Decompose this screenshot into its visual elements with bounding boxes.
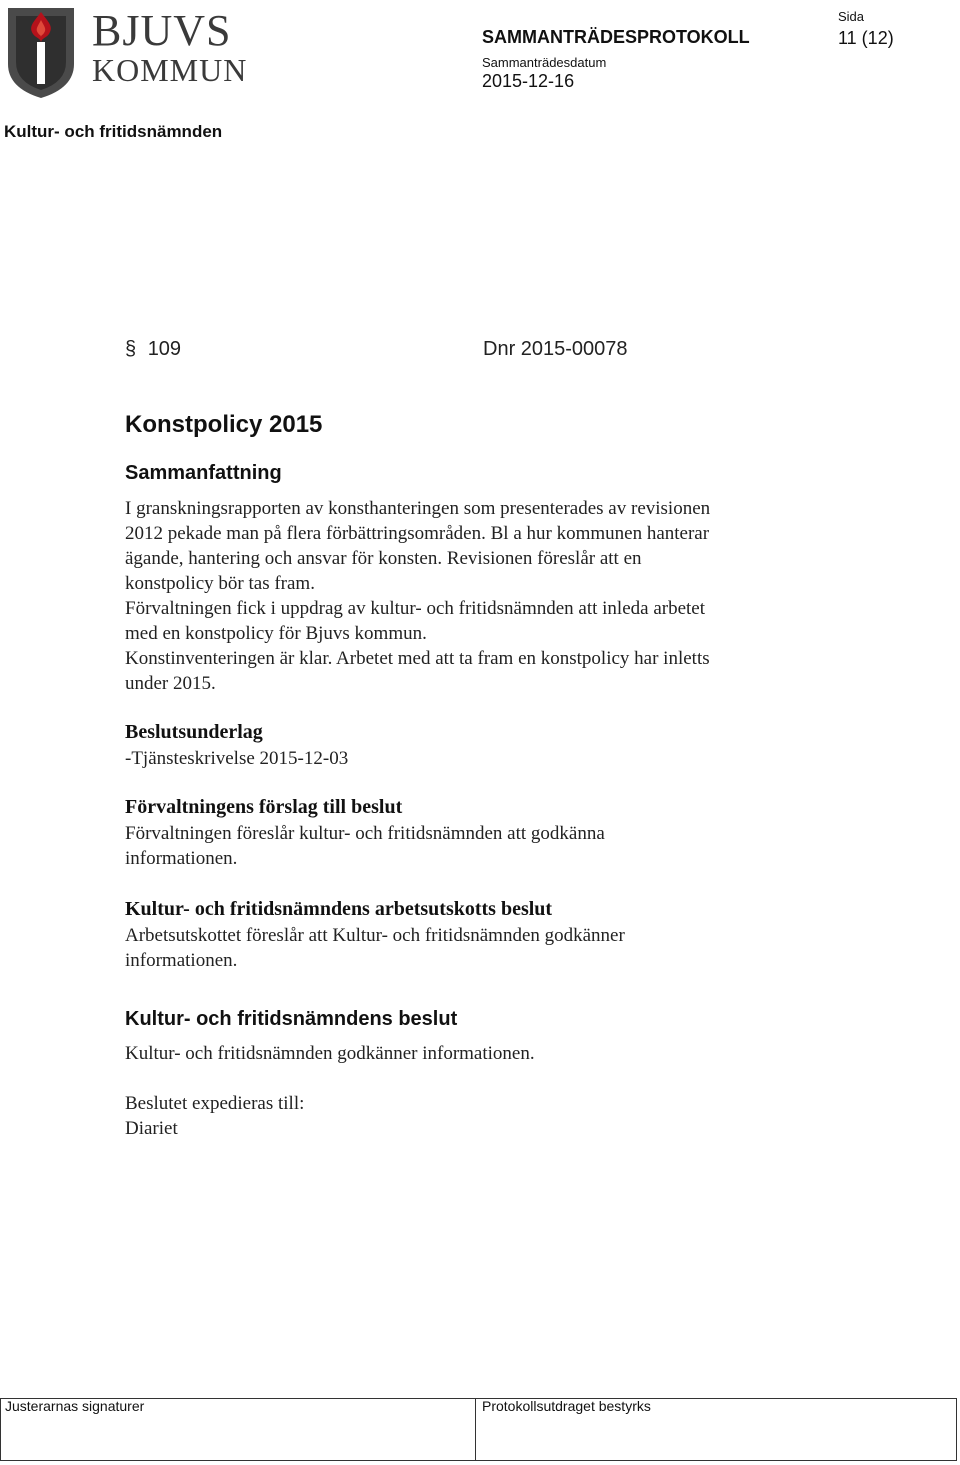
page-label: Sida	[838, 9, 865, 24]
board-decision-text	[125, 1041, 805, 1066]
summary-line: ägande, hantering och ansvar för konsten. Revisionen föreslår att en	[125, 548, 642, 569]
proposal-line: Förvaltningen föreslår kultur- och fritidsnämnden att godkänna	[125, 823, 605, 844]
meeting-date-label: Sammanträdesdatum	[482, 55, 607, 70]
summary-line: Konstinventeringen är klar. Arbetet med att ta fram en konstpolicy har inletts	[125, 648, 710, 669]
summary-line: konstpolicy bör tas fram.	[125, 573, 315, 594]
committee-decision-line: Arbetsutskottet föreslår att Kultur- och fritidsnämnden godkänner	[125, 925, 625, 946]
meeting-date: 2015-12-16	[482, 71, 575, 91]
page-title: Konstpolicy 2015	[125, 411, 323, 438]
board-decision-heading: Kultur- och fritidsnämndens beslut	[125, 1008, 458, 1030]
proposal-line: informationen.	[125, 848, 238, 869]
summary-line: 2012 pekade man på flera förbättringsområden. Bl a hur kommunen hanterar	[125, 523, 710, 544]
proposal-heading: Förvaltningens förslag till beslut	[125, 796, 403, 818]
dispatch-label: Beslutet expedieras till:	[125, 1093, 305, 1114]
proposal-text	[125, 821, 805, 871]
section-number	[125, 338, 181, 361]
protocol-title: SAMMANTRÄDESPROTOKOLL	[482, 27, 750, 47]
bjuvs-kommun-logo	[4, 4, 248, 100]
signatures-label: Justerarnas signaturer	[5, 1398, 145, 1414]
committee-decision-text	[125, 923, 805, 973]
logo-line-1: BJUVS	[92, 6, 232, 55]
basis-text	[125, 746, 805, 771]
section-number-value: 109	[147, 338, 182, 360]
dispatch-block	[125, 1091, 805, 1141]
summary-heading: Sammanfattning	[125, 462, 282, 484]
committee-decision-line: informationen.	[125, 950, 238, 971]
signature-divider	[475, 1398, 476, 1461]
basis-heading: Beslutsunderlag	[125, 721, 263, 743]
diary-number: Dnr 2015-00078	[483, 338, 628, 360]
committee-name: Kultur- och fritidsnämnden	[4, 122, 223, 141]
page-number: 11 (12)	[838, 28, 894, 48]
certification-label: Protokollsutdraget bestyrks	[482, 1398, 651, 1414]
committee-decision-heading: Kultur- och fritidsnämndens arbetsutskotts beslut	[125, 898, 553, 920]
summary-text	[125, 496, 805, 696]
summary-line: Förvaltningen fick i uppdrag av kultur- och fritidsnämnden att inleda arbetet	[125, 598, 706, 619]
dispatch-recipient: Diariet	[125, 1118, 178, 1139]
basis-line: -Tjänsteskrivelse 2015-12-03	[125, 748, 349, 769]
summary-line: med en konstpolicy för Bjuvs kommun.	[125, 623, 427, 644]
board-decision-line: Kultur- och fritidsnämnden godkänner informationen.	[125, 1043, 535, 1064]
logo-line-2: KOMMUN	[92, 52, 248, 88]
summary-line: under 2015.	[125, 673, 216, 694]
coat-of-arms-icon	[4, 4, 84, 100]
paragraph-sign: §	[125, 338, 137, 360]
summary-line: I granskningsrapporten av konsthanteringen som presenterades av revisionen	[125, 498, 711, 519]
